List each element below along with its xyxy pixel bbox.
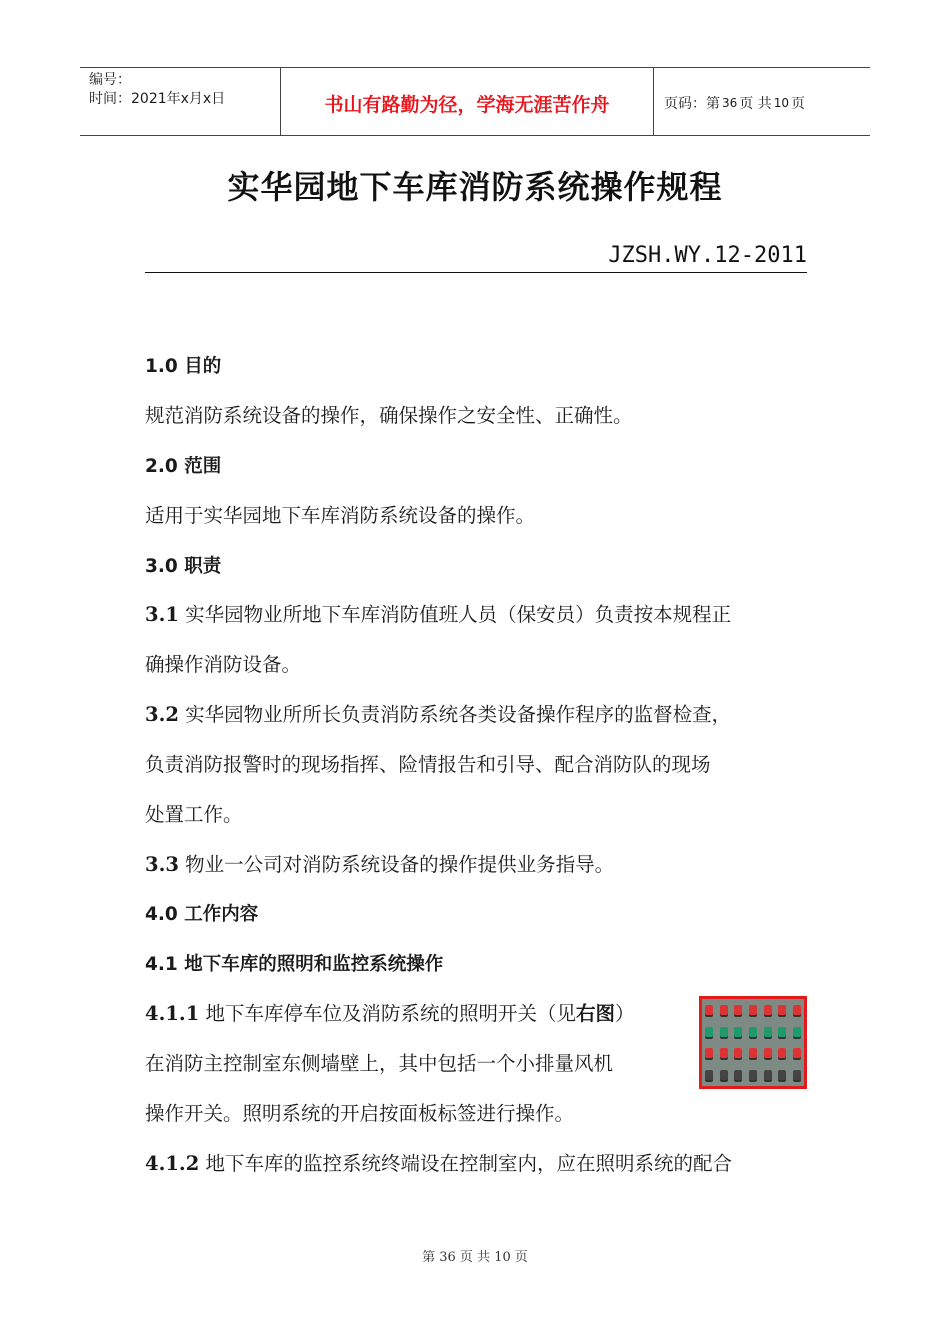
section-3-2: 3.2 实华园物业所所长负责消防系统各类设备操作程序的监督检查， 负责消防报警时的现场指挥、险情报告和引导、配合消防队的现场 处置工作。 (145, 703, 732, 826)
switch-button-icon (720, 1048, 728, 1058)
footer-page-current: 36 (439, 1250, 456, 1265)
section-4-1-2: 4.1.2 地下车库的监控系统终端设在控制室内，应在照明系统的配合 (145, 1152, 733, 1175)
switch-button-icon (764, 1027, 772, 1037)
switch-button-icon (764, 1048, 772, 1058)
switch-button-icon (778, 1048, 786, 1058)
switch-button-icon (705, 1027, 713, 1037)
switch-button-icon (734, 1070, 742, 1080)
switch-button-icon (720, 1005, 728, 1015)
switch-button-icon (734, 1027, 742, 1037)
section-3-3: 3.3 物业一公司对消防系统设备的操作提供业务指导。 (145, 853, 615, 876)
lighting-switch-panel-photo (699, 996, 807, 1089)
page-total: 10 (773, 95, 790, 110)
right-figure-ref: 右图 (576, 1002, 616, 1025)
header-page-info (654, 68, 870, 135)
switch-button-icon (778, 1005, 786, 1015)
switch-button-icon (705, 1048, 713, 1058)
header-meta (80, 68, 281, 135)
switch-button-icon (793, 1005, 801, 1015)
time-label: 时间：2021年x月x日 (89, 91, 226, 107)
page-current: 36 (722, 95, 738, 110)
section-3-3-number: 3.3 (145, 853, 179, 876)
header-motto: 书山有路勤为径，学海无涯苦作舟 (281, 68, 654, 135)
page-prefix: 页码：第 (664, 95, 720, 112)
doc-number-underline (145, 272, 807, 273)
switch-button-icon (734, 1048, 742, 1058)
section-1-heading: 1.0 目的 (145, 356, 222, 377)
switch-button-icon (764, 1070, 772, 1080)
switch-panel-grid (702, 999, 804, 1086)
section-3-1: 3.1 实华园物业所地下车库消防值班人员（保安员）负责按本规程正 确操作消防设备。 (145, 603, 732, 676)
switch-button-icon (764, 1005, 772, 1015)
section-4-1-1: 4.1.1 地下车库停车位及消防系统的照明开关（见右图） 在消防主控制室东侧墙壁上，其中包括一个小排量风机 操作开关。照明系统的开启按面板标签进行操作。 (145, 1002, 635, 1125)
section-4-heading: 4.0 工作内容 (145, 904, 259, 925)
section-3-2-number: 3.2 (145, 703, 179, 726)
document-header (80, 67, 870, 136)
doc-number: JZSH.WY.12-2011 (608, 243, 807, 268)
switch-button-icon (749, 1070, 757, 1080)
section-2-heading: 2.0 范围 (145, 456, 222, 477)
switch-button-icon (749, 1048, 757, 1058)
switch-button-icon (705, 1005, 713, 1015)
switch-button-icon (749, 1005, 757, 1015)
page-suffix: 页 (791, 95, 806, 112)
page-mid: 页 共 (739, 95, 772, 112)
switch-button-icon (793, 1027, 801, 1037)
switch-button-icon (705, 1070, 713, 1080)
switch-button-icon (778, 1027, 786, 1037)
switch-button-icon (793, 1070, 801, 1080)
switch-button-icon (720, 1027, 728, 1037)
section-4-1-heading: 4.1 地下车库的照明和监控系统操作 (145, 954, 444, 975)
section-4-1-1-number: 4.1.1 (145, 1002, 200, 1025)
section-1-text: 规范消防系统设备的操作，确保操作之安全性、正确性。 (145, 404, 633, 427)
section-3-1-number: 3.1 (145, 603, 179, 626)
switch-button-icon (749, 1027, 757, 1037)
page-footer: 第 36 页 共 10 页 (422, 1250, 528, 1265)
document-title: 实华园地下车库消防系统操作规程 (227, 168, 723, 206)
section-4-1-2-number: 4.1.2 (145, 1152, 200, 1175)
section-2-text: 适用于实华园地下车库消防系统设备的操作。 (145, 504, 536, 527)
footer-page-total: 10 (494, 1250, 511, 1265)
code-label: 编号： (89, 72, 131, 88)
section-3-heading: 3.0 职责 (145, 556, 222, 577)
switch-button-icon (778, 1070, 786, 1080)
switch-button-icon (793, 1048, 801, 1058)
switch-button-icon (734, 1005, 742, 1015)
switch-button-icon (720, 1070, 728, 1080)
